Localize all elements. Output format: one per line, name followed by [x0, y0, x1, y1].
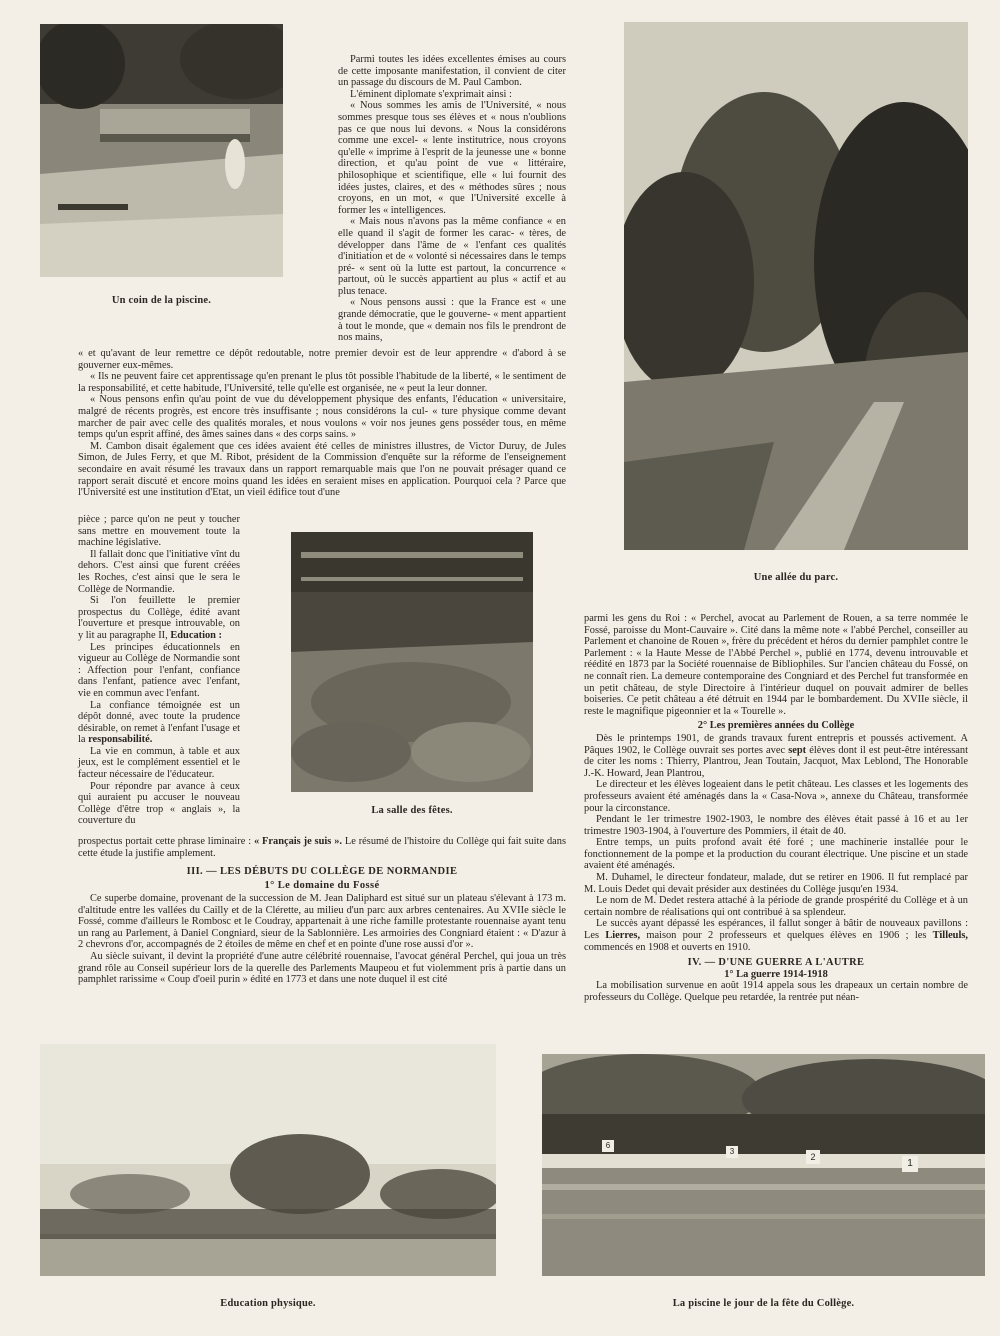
lane-number: 1 — [902, 1156, 918, 1172]
paragraph-text: maison pour 2 professeurs et quelques élèves en 1906 ; les — [646, 930, 927, 942]
prospectus-text-b: Le résumé de l'histoire du Collège qui fait suite dans cette étude la justifie amplement. — [78, 836, 566, 859]
paragraph: La mobilisation survenue en août 1914 appela sous les drapeaux un certain nombre de professeurs du Collège. Quelque peu retardée, la rentrée put néan- — [584, 980, 968, 1003]
paragraph: Le nom de M. Dedet restera attaché à la période de grande prospérité du Collège et à un certain nombre de réalisations qui ont contribué à sa splendeur. — [584, 895, 968, 918]
paragraph: M. Cambon disait également que ces idées avaient été celles de ministres illustres, de Victor Duruy, de Jules Simon, de Jules Ferry, et que M. Ribot, président de la Commission d'enquête sur la réforme de l'enseignement secondaire en avait résumé les travaux dans un rapport remarquable mais que l'on ne pouvait présager quand ce rapport serait discuté et encore moins quand les idées en seraient mises en application. Pourquoi cela ? Parce que l'Université est une institution d'Etat, un vieil édifice tout d'une — [78, 440, 566, 499]
photo-allee-parc — [624, 22, 968, 550]
prospectus-bold: « Français je suis ». — [253, 836, 342, 847]
paragraph: pièce ; parce qu'on ne peut y toucher sans mettre en mouvement toute la machine législative. — [78, 514, 240, 549]
photo-education-physique — [40, 1044, 496, 1276]
bold-lierres: Lierres, — [605, 930, 641, 942]
subheading-guerre: 1° La guerre 1914-1918 — [724, 968, 828, 980]
paragraph: Parmi toutes les idées excellentes émises au cours de cette imposante manifestation, il convient de citer un passage du discours de M. Paul Cambon. — [338, 54, 566, 89]
subheading-premieres: 2° Les premières années du Collège — [697, 720, 855, 732]
caption-piscine-fete: La piscine le jour de la fête du Collège. — [672, 1298, 855, 1309]
caption-allee-parc: Une allée du parc. — [753, 572, 839, 583]
paragraph: Pendant le 1er trimestre 1902-1903, le nombre des élèves était passé à 16 et au 1er trimestre 1903-1904, à l'ouverture des Pommiers, il était de 40. — [584, 814, 968, 837]
section-heading-iv: IV. — D'UNE GUERRE A L'AUTRE — [687, 957, 865, 969]
caption-education-physique: Education physique. — [220, 1298, 316, 1309]
photo-piscine-fete — [542, 1054, 985, 1276]
paragraph: M. Duhamel, le directeur fondateur, malade, dut se retirer en 1906. Il fut remplacé par M. Louis Dedet qui devait présider aux destinées du Collège jusqu'en 1934. — [584, 872, 968, 895]
education-physique-image — [40, 1044, 496, 1276]
bold-responsabilite: responsabilité. — [88, 734, 153, 746]
paragraph — [78, 836, 566, 859]
paragraph: « Nous pensons enfin qu'au point de vue du développement physique des enfants, l'éducation « universitaire, malgré de récents progrès, est encore très insuffisante ; nous considérons la cul- « ture physique comme devant marcher de pair avec celle des qualités morales, et nous voulons « voir nos jeunes gens posséder tous, en même temps qu'un esprit affiné, des âmes saines dans « des corps sains. » — [78, 394, 566, 441]
piscine-coin-image — [40, 24, 283, 277]
paragraph — [78, 595, 240, 641]
paragraph: Ce superbe domaine, provenant de la succession de M. Jean Daliphard est situé sur un plateau s'élevant à 173 m. d'altitude entre les vallées du Cailly et de la Clérette, au milieu d'un parc aux arbres centenaires. Au XVIIe siècle le Fossé, comme d'ailleurs le Rombosc et le Coudray, appartenait à une riche famille protestante rouennaise ayant tenu un rang au Parlement, à Daniel Congniard, sieur de la Sablonnière. Les armoiries des Congniard étaient : « D'azur à 2 chevrons d'or, accompagnés de 2 étoiles de même en chef et en pointe d'une rose aussi d'or ». — [78, 893, 566, 951]
bold-tilleuls: Tilleuls, — [932, 930, 968, 942]
piscine-fete-image — [542, 1054, 985, 1276]
photo-piscine-coin — [40, 24, 283, 277]
paragraph: « Nous sommes les amis de l'Université, « nous sommes presque tous ses élèves et « nous n'oublions pas ce que nous lui devons. « Nous la considérons comme une excel- « lente institutrice, nous croyons qu'elle « imprime à l'esprit de la jeunesse une « bonne direction, et qu'au point de vue « littéraire, philosophique et scientifique, elle « lui fournit des idées justes, claires, et des « méthodes sûres ; nous croyons, en un mot, « que l'Université excelle à former les « intelligences. — [338, 100, 566, 216]
lane-number: 6 — [602, 1140, 614, 1152]
paragraph: parmi les gens du Roi : « Perchel, avocat au Parlement de Rouen, a sa terre nommée le Fossé, paroisse du Mont-Cauvaire ». Cité dans la même note « l'abbé Perchel, conseiller au Parlement et chanoine de Rouen », frère du précédent et héros du dernier pamphlet contre le Parlement : « la Haute Messe de l'Abbé Perchel », publié en 1774, devenu introuvable et réédité en 1873 par la Société rouennaise de Bibliophiles. Sur l'ancien château du Fossé, on ne connaît rien. La demeure contemporaine des Congniard et des Perchel fut transformée en un petit château, de style Directoire à l'intérieur duquel on pouvait admirer de belles boiseries. Ce petit château a été détruit en 1944 par le bombardement. Du XVIIe siècle, il reste le magnifique pigeonnier et la « Tourelle ». — [584, 613, 968, 717]
paragraph-text: commencés en 1908 et ouverts en 1910. — [584, 941, 751, 953]
paragraph-text: La confiance témoignée est un dépôt donné, avec toute la prudence désirable, on remet à l'enfant l'usage et la — [78, 699, 240, 746]
paragraph — [584, 733, 968, 779]
paragraph: La vie en commun, à table et aux jeux, est le complément essentiel et le facteur nécessaire de l'éducateur. — [78, 745, 240, 781]
salle-fetes-image — [291, 532, 533, 792]
paragraph — [78, 700, 240, 746]
photo-salle-fetes — [291, 532, 533, 792]
caption-salle-fetes: La salle des fêtes. — [371, 805, 453, 816]
bold-sept: sept — [788, 744, 807, 756]
paragraph-text: Dès le printemps 1901, de grands travaux furent entrepris et poussés activement. A Pâques 1902, le Collège ouvrait ses portes avec — [584, 732, 968, 756]
paragraph-text: Le succès ayant dépassé les espérances, il fallut songer à bâtir de nouveaux pavillons : Les — [584, 918, 968, 942]
paragraph-text: élèves dont il est peut-être intéressant de citer les noms : Thierry, Plantrou, Jean Toutain, Jacquot, Max Leblond, The Honorable J.-K. Howard, Jean Plantrou, — [584, 744, 969, 779]
caption-piscine-coin: Un coin de la piscine. — [111, 295, 212, 306]
lane-number: 3 — [726, 1146, 738, 1158]
lane-number: 2 — [806, 1150, 820, 1164]
text-column-right — [584, 613, 968, 1004]
paragraph: Il fallait donc que l'initiative vînt du dehors. C'est ainsi que furent créées les Roches, c'est ainsi que le sera le Collège de Normandie. — [78, 548, 240, 595]
subheading-domaine: 1° Le domaine du Fossé — [264, 880, 380, 891]
paragraph: Le directeur et les élèves logeaient dans le petit château. Les classes et les logements des professeurs avaient été aménagés dans la « Casa-Nova », annexe du Château, transformée pour la circonstance. — [584, 779, 968, 814]
paragraph: L'éminent diplomate s'exprimait ainsi : — [350, 88, 512, 100]
text-column-left-narrow — [78, 514, 240, 827]
paragraph: Au siècle suivant, il devint la propriété d'une autre célébrité rouennaise, l'avocat général Perchel, qui joua un très grand rôle au Conseil supérieur lors de la querelle des Parlements Maupeou et fut violemment pris à partie dans un pamphlet rarissime « Coup d'oeil purin » édité en 1773 et dans une note duquel il est cité — [78, 950, 566, 986]
prospectus-text-a: prospectus portait cette phrase liminaire : — [78, 836, 252, 847]
allee-parc-image — [624, 22, 968, 550]
text-column-wide-middle — [78, 348, 566, 499]
paragraph — [584, 918, 968, 953]
bold-education: Education : — [170, 629, 223, 641]
text-column-bottom-left — [78, 893, 566, 986]
text-column-top-center — [338, 54, 566, 344]
paragraph: Pour répondre par avance à ceux qui auraient pu accuser le nouveau Collège d'être trop « anglais », la couverture du — [78, 780, 240, 827]
paragraph: « et qu'avant de leur remettre ce dépôt redoutable, notre premier devoir est de leur apprendre « d'abord à se gouverner eux-mêmes. — [78, 348, 566, 371]
section-heading-iii: III. — LES DÉBUTS DU COLLÈGE DE NORMANDIE — [186, 866, 458, 877]
paragraph: « Ils ne peuvent faire cet apprentissage qu'en prenant le plus tôt possible l'habitude de la liberté, « le sentiment de la responsabilité, et cette habitude, l'Université, telle qu'elle est organisée, ne « peut la leur donner. — [78, 371, 566, 394]
paragraph: Entre temps, un puits profond avait été foré ; une machinerie installée pour le fonctionnement de la pompe et la production du courant électrique. Une piscine et un stade avaient été aménagés. — [584, 837, 968, 872]
paragraph: « Mais nous n'avons pas la même confiance « en elle quand il s'agit de former les carac- « tères, de développer dans l'âme de « l'enfant ces qualités d'initiation et de « volonté si nécessaires dans le temps pré- « sent où la lutte est partout, la concurrence « partout, où le succès appartient au plus « actif et au plus tenace. — [338, 216, 566, 297]
paragraph-text: Si l'on feuillette le premier prospectus du Collège, édité avant l'ouverture et presque introuvable, on y lit au paragraphe II, — [78, 595, 240, 641]
text-prospectus — [78, 836, 566, 859]
paragraph: « Nous pensons aussi : que la France est « une grande démocratie, que le gouverne- « ment appartient à tout le monde, que « demain nos fils le prendront de nos mains, — [338, 297, 566, 344]
paragraph: Les principes éducationnels en vigueur au Collège de Normandie sont : Affection pour l'enfant, confiance dans l'enfant, patience avec l'enfant, vie en commun avec l'enfant. — [78, 641, 240, 699]
